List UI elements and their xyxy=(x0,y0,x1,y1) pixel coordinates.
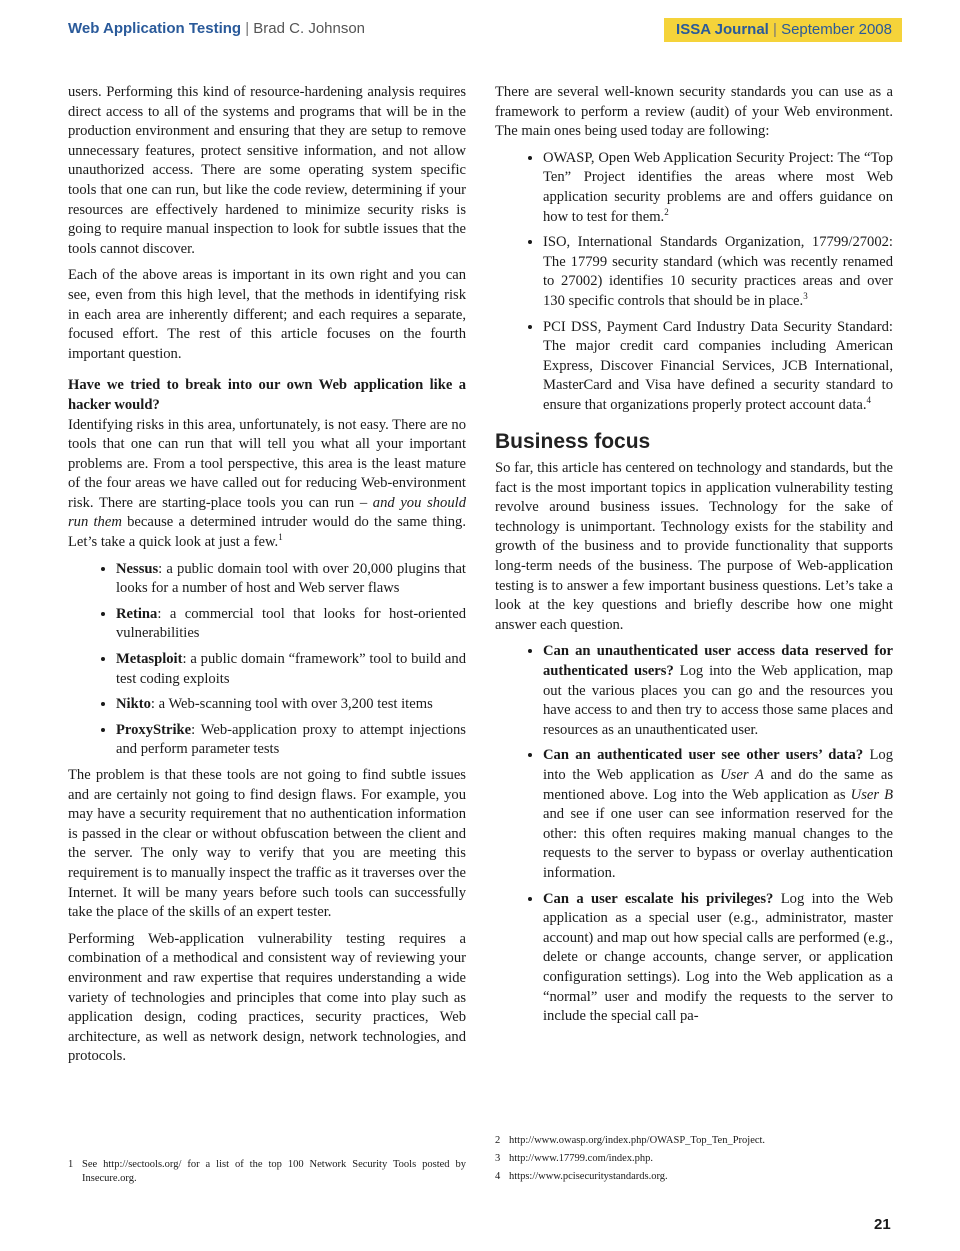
question-text: Log into the Web application as a special user (e.g., administrator, master account) and map out how special calls are performed (e.g., delete or change accounts, change server, or application configuration settings). Log into the Web application as a “normal” user and modify the requests to the server to include the special call pa- xyxy=(543,890,894,1025)
right-paragraph-1: There are several well-known security standards you can use as a framework to perform a review (audit) of your Web environment. The main ones being used today are following: xyxy=(495,84,893,140)
question-bold: Can an unauthenticated user access data reserved for authenticated users? xyxy=(543,643,893,680)
section-heading-business-focus: Business focus xyxy=(495,429,651,453)
list-item xyxy=(543,746,893,883)
question-bold: Can a user escalate his privileges? xyxy=(543,890,774,907)
question-text: Log into the Web application as xyxy=(543,747,893,783)
left-paragraph-4: The problem is that these tools are not going to find subtle issues and are certainly not going to find design flaws. For example, you may have a security requirement that no authentication information is passed in the clear or without obfuscation between the client and the server. The only way to verify that you are meeting this requirement is to manually inspect the traffic as it traverses over the Internet. It will be many years before such tools can successfully take the place of the skills of an expert tester. xyxy=(68,767,466,921)
list-item xyxy=(543,642,893,740)
header-separator-2: | xyxy=(768,21,782,38)
list-item xyxy=(543,890,893,1027)
footnote-ref-3: 3 xyxy=(803,291,808,302)
footnote-ref-2: 2 xyxy=(664,206,669,217)
header-series: Web Application Testing xyxy=(68,20,242,37)
tool-name: Retina xyxy=(116,605,158,622)
p3-emphasis: and you should run them xyxy=(68,494,466,531)
list-item xyxy=(543,233,893,311)
footnotes-right xyxy=(495,1134,893,1188)
questions-list xyxy=(495,642,893,1026)
header-series-author xyxy=(68,20,365,37)
left-column xyxy=(68,83,466,1074)
list-item xyxy=(116,650,466,689)
footnote-text: https://www.pcisecuritystandards.org. xyxy=(509,1171,668,1182)
running-header xyxy=(60,18,902,44)
footnote-text: http://www.17799.com/index.php. xyxy=(509,1153,653,1164)
tools-list xyxy=(68,560,466,760)
left-paragraph-5: Performing Web-application vulnerability testing requires a combination of a methodical and consistent way of reviewing your environment and raw expertise that requires understanding a wide variety of technologies and principles that come into play such as application design, coding practices, security practices, Web architecture, as well as network design, network technologies, and protocols. xyxy=(68,930,466,1065)
list-item xyxy=(116,695,466,715)
tool-name: Nikto xyxy=(116,696,151,713)
standard-text: PCI DSS, Payment Card Industry Data Security Standard: The major credit card companies including American Express, Discover Financial Services, JCB International, MasterCard and Visa have defined a security standard to ensure that organizations properly protect account data. xyxy=(543,318,893,413)
list-item xyxy=(543,149,893,227)
user-a: User A xyxy=(720,767,764,783)
footnote-ref-1: 1 xyxy=(278,532,283,543)
page-number: 21 xyxy=(874,1216,891,1233)
standards-list xyxy=(495,149,893,416)
tool-name: ProxyStrike xyxy=(116,721,192,738)
standard-text: OWASP, Open Web Application Security Project: The “Top Ten” Project identifies the areas where most Web application security problems are and offers guidance on how to test for them. xyxy=(543,149,893,225)
p3-text-c: because a determined intruder would do the same thing. Let’s take a quick look at just a few. xyxy=(68,514,466,551)
header-separator: | xyxy=(241,20,254,37)
left-paragraph-3 xyxy=(68,416,466,553)
question-text: and see if one user can see information reserved for the other: this often requires making manual changes to the requests to the server to bypass or overlay authentication information. xyxy=(543,806,893,881)
p3-text-a: Identifying risks in this area, unfortunately, is not easy. There are no tools that one can run that will tell you what all your important problems are. From a tool perspective, this area is the least mature of the four areas we have called out for reducing Web-environment risk. There are starting-place tools you can run – xyxy=(68,416,466,511)
question-bold: Can an authenticated user see other users’ data? xyxy=(543,747,864,764)
list-item xyxy=(543,318,893,416)
header-journal: ISSA Journal xyxy=(676,21,769,38)
footnote-text: See http://sectools.org/ for a list of the top 100 Network Security Tools posted by Insecure.org. xyxy=(82,1159,466,1184)
header-date: September 2008 xyxy=(781,21,892,38)
subhead-hacker: Have we tried to break into our own Web application like a hacker would? xyxy=(68,377,466,413)
left-paragraph-2: Each of the above areas is important in its own right and you can see, even from this high level, that the methods in identifying risk in each area are inherently different; and each requires a separate, focused effort. The rest of this article focuses on the fourth important question. xyxy=(68,267,466,362)
footnote-text: http://www.owasp.org/index.php/OWASP_Top_Ten_Project. xyxy=(509,1135,766,1146)
footnote-number: 3 xyxy=(495,1153,501,1164)
user-b: User B xyxy=(850,786,893,803)
footnotes-left xyxy=(68,1158,466,1190)
left-paragraph-1: users. Performing this kind of resource-hardening analysis requires direct access to all of the systems and programs that will be in the production environment and ensuring that they are setup to remove unnecessary features, protect sensitive information, and not allow unauthorized access. There are some operating system specific tools that one can run, but like the code review, determining if your resources are effectively hardened to minimize security risks is going to require manual inspection to look for subtle issues that the tools cannot discover. xyxy=(68,84,466,257)
footnote-number: 1 xyxy=(68,1159,74,1170)
list-item xyxy=(116,560,466,599)
header-journal-date xyxy=(664,18,902,42)
list-item xyxy=(116,721,466,760)
right-column xyxy=(495,83,893,1033)
footnote xyxy=(495,1152,893,1166)
question-text: and do the same as mentioned above. Log into the Web application as xyxy=(543,767,893,803)
tool-desc: : Web-application proxy to attempt injections and perform parameter tests xyxy=(116,721,466,758)
footnote xyxy=(495,1170,893,1184)
footnote-number: 4 xyxy=(495,1171,501,1182)
tool-desc: : a public domain tool with over 20,000 plugins that looks for a number of host and Web server flaws xyxy=(116,560,466,597)
list-item xyxy=(116,605,466,644)
footnote xyxy=(495,1134,893,1148)
footnote-ref-4: 4 xyxy=(866,395,872,406)
tool-desc: : a Web-scanning tool with over 3,200 test items xyxy=(150,696,433,713)
header-author: Brad C. Johnson xyxy=(253,20,366,37)
tool-name: Nessus xyxy=(116,560,159,577)
standard-text: ISO, International Standards Organization, 17799/27002: The 17799 security standard (which was recently renamed to 27002) identifies 10 security practices areas and over 130 specific controls that should be in place. xyxy=(543,234,893,309)
tool-name: Metasploit xyxy=(116,651,183,668)
tool-desc: : a commercial tool that looks for host-oriented vulnerabilities xyxy=(116,605,466,642)
footnote-number: 2 xyxy=(495,1135,501,1146)
question-text: Log into the Web application, map out the various places you can go and the resources you have access to and then try to access those same places and resources as an unauthenticated user. xyxy=(543,663,893,738)
right-paragraph-2: So far, this article has centered on technology and standards, but the fact is the most important topics in application vulnerability testing revolve around business issues. Technology for the sake of technology is unimportant. Technology exists for the stability and growth of the business and to provide functionality that supports long-term needs of the business. The purpose of Web-application testing is to answer a few important business questions. Let’s take a look at the key questions and briefly describe how one might answer each question. xyxy=(495,460,893,633)
footnote xyxy=(68,1158,466,1186)
tool-desc: : a public domain “framework” tool to build and test coding exploits xyxy=(116,651,466,687)
